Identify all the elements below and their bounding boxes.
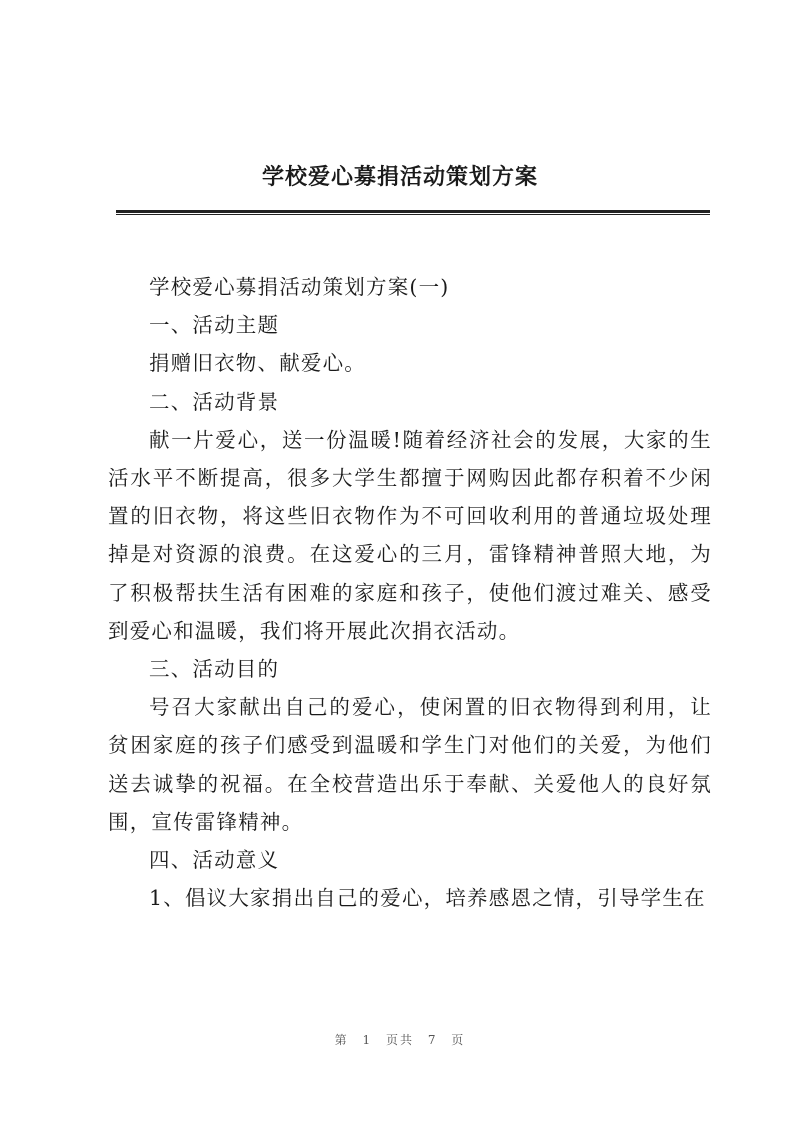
heading-significance: 四、活动意义	[149, 848, 280, 873]
paragraph-background: 献一片爱心，送一份温暖!随着经济社会的发展，大家的生活水平不断提高，很多大学生都擅于网购因此都存积着不少闲置的旧衣物，将这些旧衣物作为不可回收利用的普通垃圾处理掉是对资源的浪费。在这爱心的三月，雷锋精神普照大地，为了积极帮扶生活有困难的家庭和孩子，使他们渡过难关、感受到爱心和温暖，我们将开展此次捐衣活动。	[108, 427, 712, 643]
paragraph-subtitle: 学校爱心募捐活动策划方案(一)	[149, 275, 450, 299]
heading-theme: 一、活动主题	[149, 313, 280, 338]
footer-total-pages: 7	[427, 1033, 438, 1047]
title-rule-thick	[116, 210, 710, 213]
title-rule-thin	[116, 214, 710, 215]
footer-prefix: 第	[334, 1033, 349, 1047]
heading-purpose: 三、活动目的	[149, 657, 280, 682]
footer-current-page: 1	[362, 1033, 373, 1047]
footer-middle: 页共	[385, 1033, 414, 1047]
page-footer	[0, 1031, 800, 1048]
footer-suffix: 页	[451, 1033, 466, 1047]
heading-background: 二、活动背景	[149, 389, 280, 414]
document-title: 学校爱心募捐活动策划方案	[261, 165, 538, 190]
paragraph-purpose: 号召大家献出自己的爱心，使闲置的旧衣物得到利用，让贫困家庭的孩子们感受到温暖和学生门对他们的关爱，为他们送去诚挚的祝福。在全校营造出乐于奉献、关爱他人的良好氛围，宣传雷锋精神。	[108, 695, 712, 834]
paragraph-theme: 捐赠旧衣物、献爱心。	[149, 351, 366, 376]
document-body	[108, 268, 712, 917]
paragraph-significance-1: 1、倡议大家捐出自己的爱心，培养感恩之情，引导学生在	[149, 886, 706, 911]
